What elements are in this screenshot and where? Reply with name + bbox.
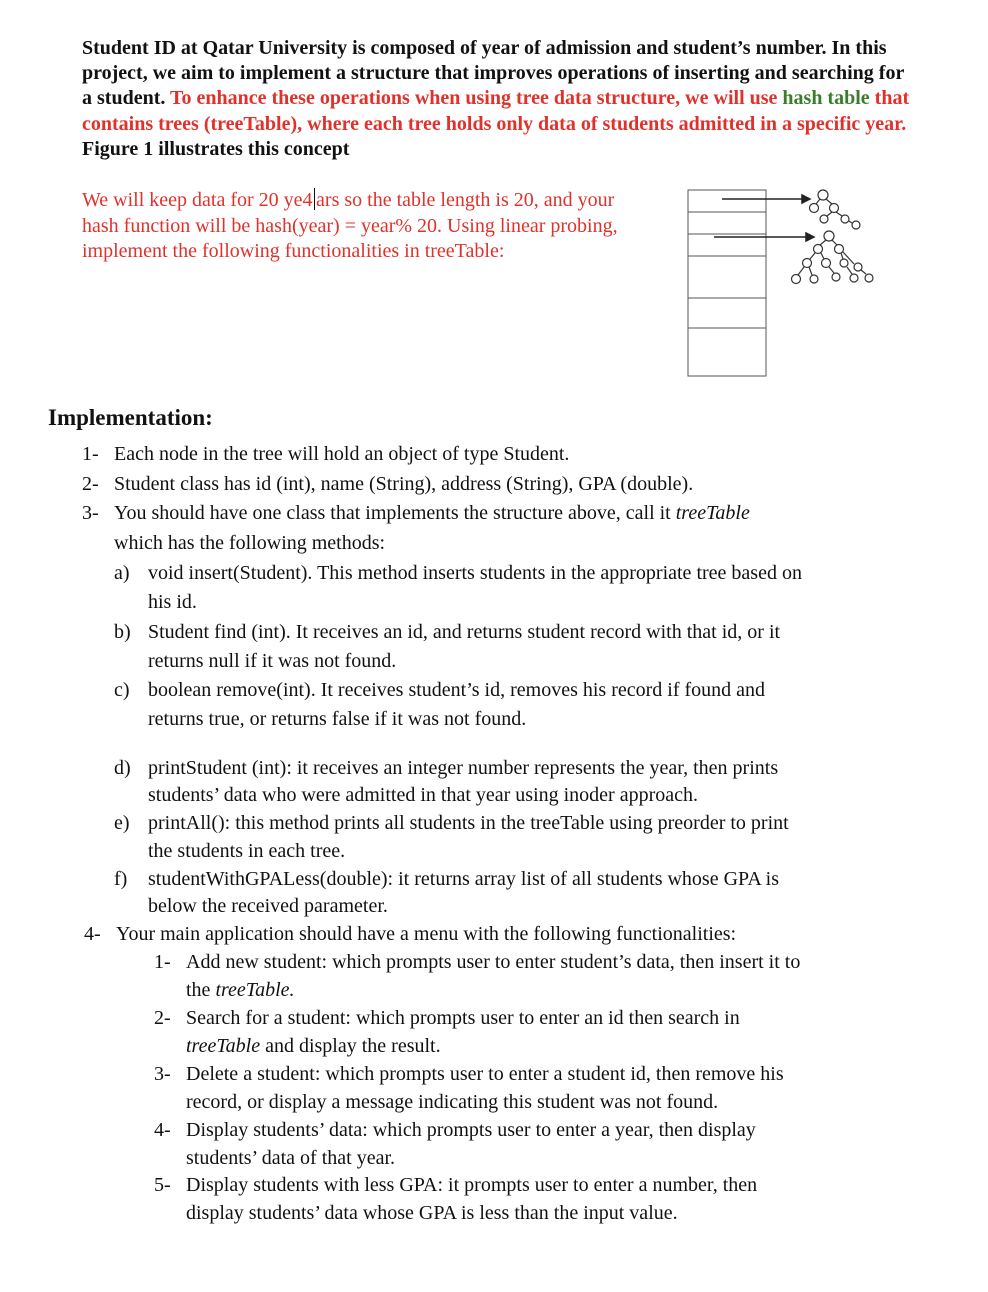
method-c xyxy=(114,677,766,703)
method-letter: f) xyxy=(114,868,128,890)
item-text: Student class has id (int), name (String), address (String), GPA (double). xyxy=(114,473,694,495)
item-number: 4- xyxy=(84,923,101,945)
menu-line2-b: and display the result. xyxy=(265,1035,441,1057)
menu-line1: Search for a student: which prompts user to enter an id then search in xyxy=(186,1007,740,1029)
intro-part1: Student ID at Qatar University is composed of year of admission and student’s number. In this project, we aim to implement a structure that improves operations of inserting and searching for a student. xyxy=(82,37,904,110)
item-4 xyxy=(84,921,737,947)
intro-part2-red-a: To enhance these operations when using tree data structure, we will use xyxy=(170,87,778,110)
menu-item-2-line2 xyxy=(186,1033,441,1059)
method-line1: studentWithGPALess(double): it returns array list of all students whose GPA is xyxy=(148,868,780,890)
intro-paragraph xyxy=(82,36,912,162)
tree-one xyxy=(810,190,861,229)
method-c-line2: returns true, or returns false if it was not found. xyxy=(148,708,527,730)
tree-table-term: treeTable. xyxy=(215,979,295,1001)
intro-part2-red-b: that contains trees (treeTable), where each tree holds only data of students admitted in a specific year. xyxy=(82,87,910,135)
intro-part2-green: hash table xyxy=(782,87,870,110)
hash-paragraph xyxy=(82,188,642,265)
item-number: 1- xyxy=(82,443,99,465)
method-letter: e) xyxy=(114,812,130,834)
menu-item-4-line2: students’ data of that year. xyxy=(186,1147,396,1169)
method-a-line2: his id. xyxy=(148,591,197,613)
method-b-line2: returns null if it was not found. xyxy=(148,650,397,672)
method-d xyxy=(114,755,779,781)
method-letter: d) xyxy=(114,757,131,779)
method-f-line2: below the received parameter. xyxy=(148,895,388,917)
menu-item-1 xyxy=(154,949,801,975)
implementation-heading: Implementation: xyxy=(48,405,213,430)
menu-line2-a: the xyxy=(186,979,211,1001)
menu-number: 1- xyxy=(154,951,171,973)
method-line1: printAll(): this method prints all students in the treeTable using preorder to print xyxy=(148,812,789,834)
method-letter: b) xyxy=(114,621,131,643)
menu-number: 3- xyxy=(154,1063,171,1085)
method-a xyxy=(114,560,802,586)
hash-table-figure xyxy=(686,188,886,378)
menu-item-5-line2: display students’ data whose GPA is less than the input value. xyxy=(186,1202,678,1224)
hash-text-b: ars so the table length is 20, and your hash function will be hash(year) = year% 20. Using linear probing, implement the following functionalities in treeTable: xyxy=(82,189,618,262)
text-cursor xyxy=(314,188,316,210)
menu-line1: Add new student: which prompts user to enter student’s data, then insert it to xyxy=(186,951,801,973)
menu-line1: Display students’ data: which prompts user to enter a year, then display xyxy=(186,1119,756,1141)
method-e-line2: the students in each tree. xyxy=(148,840,346,862)
item-1 xyxy=(82,441,570,467)
item-number: 3- xyxy=(82,502,99,524)
method-letter: a) xyxy=(114,562,130,584)
menu-number: 5- xyxy=(154,1174,171,1196)
item-3-line2: which has the following methods: xyxy=(114,532,386,554)
method-f xyxy=(114,866,780,892)
method-line1: boolean remove(int). It receives student’s id, removes his record if found and xyxy=(148,679,766,701)
menu-item-1-line2 xyxy=(186,977,295,1003)
hash-table-array xyxy=(688,190,766,376)
menu-line1: Display students with less GPA: it prompts user to enter a number, then xyxy=(186,1174,758,1196)
tree-table-term: treeTable xyxy=(186,1035,261,1057)
menu-item-2 xyxy=(154,1005,740,1031)
tree-two xyxy=(792,231,874,284)
item-text-line1 xyxy=(114,500,750,526)
menu-number: 2- xyxy=(154,1007,171,1029)
menu-item-5 xyxy=(154,1172,758,1198)
intro-part3: Figure 1 illustrates this concept xyxy=(82,137,350,160)
method-line1: void insert(Student). This method inserts students in the appropriate tree based on xyxy=(148,562,802,584)
menu-line1: Delete a student: which prompts user to enter a student id, then remove his xyxy=(186,1063,784,1085)
item-number: 2- xyxy=(82,473,99,495)
item-2 xyxy=(82,471,694,497)
item-text: Each node in the tree will hold an object of type Student. xyxy=(114,443,570,465)
menu-number: 4- xyxy=(154,1119,171,1141)
hash-text-a: We will keep data for 20 ye4 xyxy=(82,189,313,211)
method-e xyxy=(114,810,789,836)
item-3 xyxy=(82,500,750,526)
tree-table-term: treeTable xyxy=(675,502,750,524)
menu-item-3 xyxy=(154,1061,784,1087)
menu-item-3-line2: record, or display a message indicating this student was not found. xyxy=(186,1091,719,1113)
method-line1: printStudent (int): it receives an integer number represents the year, then prints xyxy=(148,757,779,779)
method-b xyxy=(114,619,781,645)
item-text-a: You should have one class that implements the structure above, call it xyxy=(114,502,671,524)
menu-item-4 xyxy=(154,1117,756,1143)
method-line1: Student find (int). It receives an id, and returns student record with that id, or it xyxy=(148,621,781,643)
method-letter: c) xyxy=(114,679,130,701)
method-d-line2: students’ data who were admitted in that year using inoder approach. xyxy=(148,784,699,806)
item-text: Your main application should have a menu with the following functionalities: xyxy=(116,923,737,945)
